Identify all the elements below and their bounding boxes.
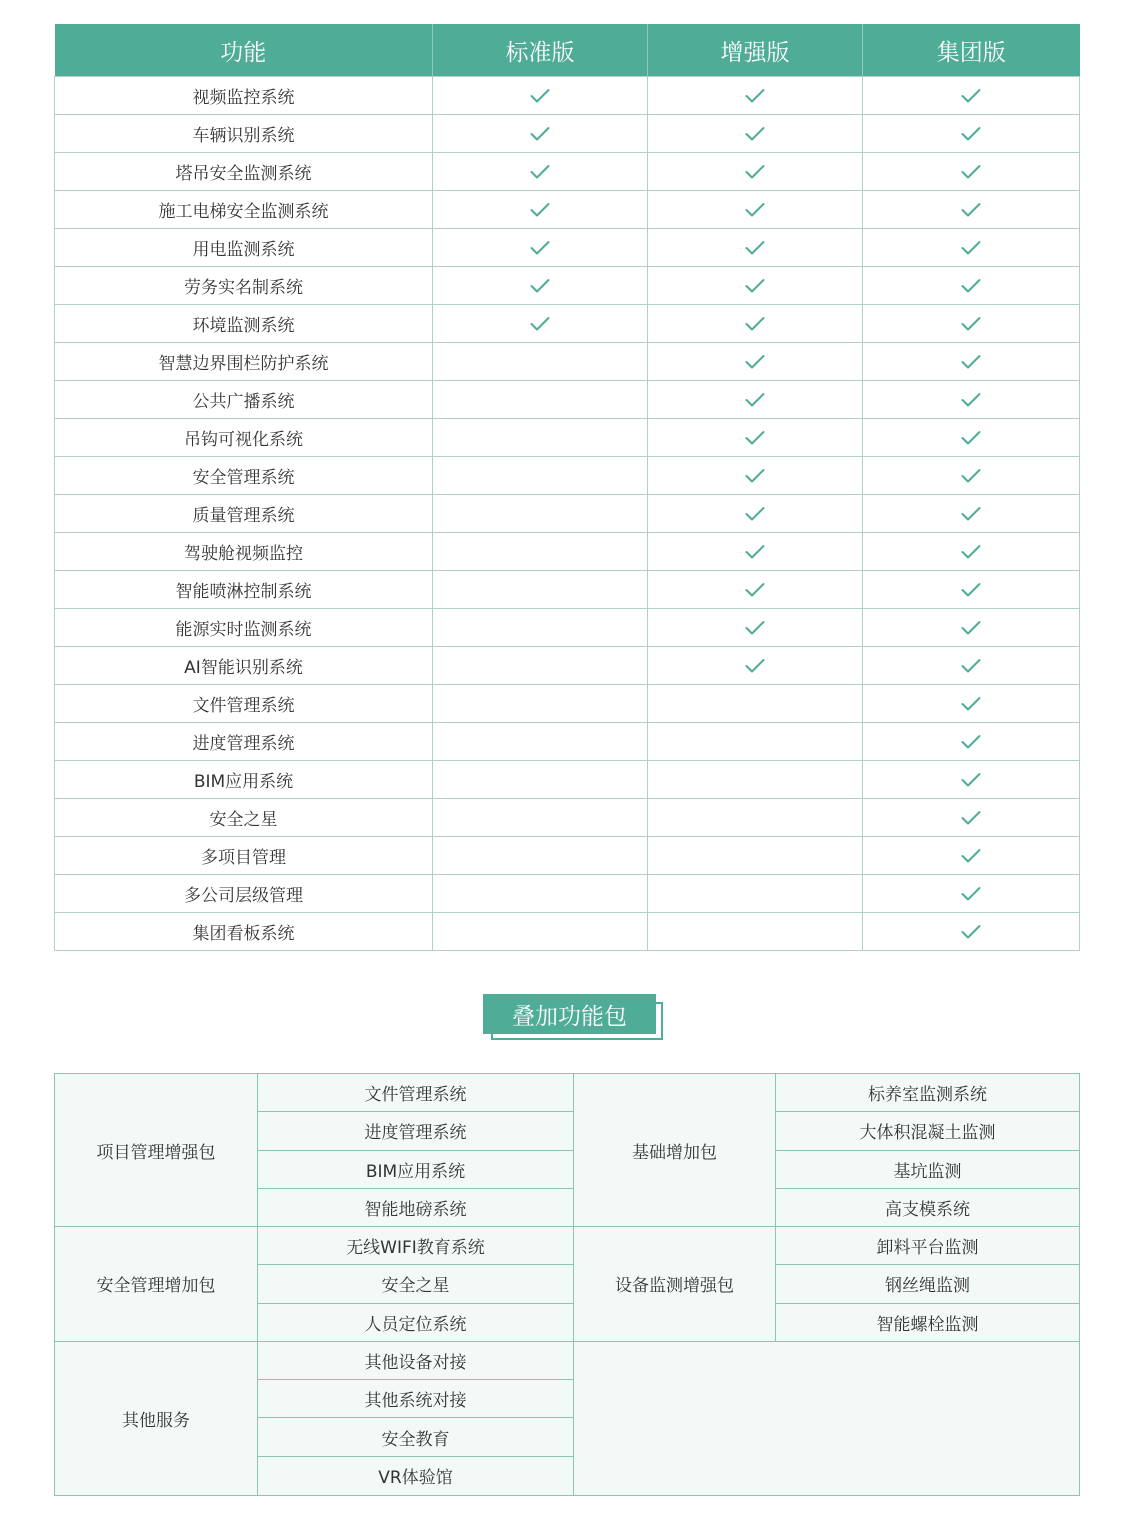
feature-name-cell: 文件管理系统	[55, 685, 433, 723]
header-enhanced: 增强版	[648, 24, 863, 77]
feature-enhanced-cell	[648, 533, 863, 571]
feature-group-cell	[863, 609, 1080, 647]
feature-name-cell: 质量管理系统	[55, 495, 433, 533]
feature-group-cell	[863, 457, 1080, 495]
feature-standard-cell	[433, 647, 648, 685]
feature-standard-cell	[433, 419, 648, 457]
check-icon	[745, 468, 765, 484]
check-icon	[745, 240, 765, 256]
check-icon	[961, 468, 981, 484]
header-feature: 功能	[55, 24, 433, 77]
package-item: 高支模系统	[776, 1189, 1079, 1227]
feature-standard-cell	[433, 913, 648, 951]
feature-group-cell	[863, 381, 1080, 419]
package-item: 进度管理系统	[258, 1112, 574, 1150]
check-icon	[745, 582, 765, 598]
feature-name-cell: 多项目管理	[55, 837, 433, 875]
feature-enhanced-cell	[648, 77, 863, 115]
check-icon	[961, 88, 981, 104]
check-icon	[961, 240, 981, 256]
package-name: 基础增加包	[574, 1074, 776, 1227]
table-row	[55, 267, 1080, 305]
check-icon	[745, 392, 765, 408]
feature-name-cell: 视频监控系统	[55, 77, 433, 115]
feature-enhanced-cell	[648, 761, 863, 799]
package-item: 安全之星	[258, 1265, 574, 1303]
feature-enhanced-cell	[648, 723, 863, 761]
feature-enhanced-cell	[648, 875, 863, 913]
feature-standard-cell	[433, 723, 648, 761]
table-row	[55, 609, 1080, 647]
check-icon	[961, 430, 981, 446]
feature-group-cell	[863, 571, 1080, 609]
feature-table-body	[55, 77, 1080, 951]
check-icon	[530, 164, 550, 180]
feature-group-cell	[863, 799, 1080, 837]
feature-name-cell: 劳务实名制系统	[55, 267, 433, 305]
table-row	[55, 115, 1080, 153]
feature-standard-cell	[433, 571, 648, 609]
feature-standard-cell	[433, 685, 648, 723]
feature-enhanced-cell	[648, 647, 863, 685]
package-item: 智能地磅系统	[258, 1189, 574, 1227]
package-item: 基坑监测	[776, 1151, 1079, 1189]
check-icon	[961, 810, 981, 826]
feature-group-cell	[863, 115, 1080, 153]
package-item: BIM应用系统	[258, 1151, 574, 1189]
feature-group-cell	[863, 495, 1080, 533]
check-icon	[745, 278, 765, 294]
package-item: 大体积混凝土监测	[776, 1112, 1079, 1150]
feature-enhanced-cell	[648, 343, 863, 381]
check-icon	[745, 88, 765, 104]
feature-enhanced-cell	[648, 419, 863, 457]
check-icon	[530, 202, 550, 218]
feature-standard-cell	[433, 343, 648, 381]
table-row	[55, 153, 1080, 191]
check-icon	[961, 848, 981, 864]
feature-enhanced-cell	[648, 837, 863, 875]
table-row	[55, 913, 1080, 951]
table-row	[55, 495, 1080, 533]
feature-group-cell	[863, 761, 1080, 799]
feature-name-cell: 多公司层级管理	[55, 875, 433, 913]
table-row	[55, 799, 1080, 837]
feature-enhanced-cell	[648, 799, 863, 837]
feature-group-cell	[863, 875, 1080, 913]
feature-name-cell: 安全之星	[55, 799, 433, 837]
package-item: 钢丝绳监测	[776, 1265, 1079, 1303]
check-icon	[745, 126, 765, 142]
feature-group-cell	[863, 305, 1080, 343]
feature-standard-cell	[433, 229, 648, 267]
check-icon	[745, 506, 765, 522]
check-icon	[961, 354, 981, 370]
feature-standard-cell	[433, 77, 648, 115]
feature-name-cell: 集团看板系统	[55, 913, 433, 951]
table-row	[55, 343, 1080, 381]
feature-name-cell: 安全管理系统	[55, 457, 433, 495]
package-item: 文件管理系统	[258, 1074, 574, 1112]
feature-name-cell: 环境监测系统	[55, 305, 433, 343]
package-item: 其他系统对接	[258, 1380, 574, 1418]
feature-group-cell	[863, 153, 1080, 191]
feature-enhanced-cell	[648, 153, 863, 191]
feature-group-cell	[863, 913, 1080, 951]
table-row	[55, 533, 1080, 571]
check-icon	[745, 620, 765, 636]
check-icon	[530, 240, 550, 256]
package-item: 智能螺栓监测	[776, 1304, 1079, 1342]
package-item: 安全教育	[258, 1418, 574, 1456]
feature-name-cell: 进度管理系统	[55, 723, 433, 761]
check-icon	[530, 88, 550, 104]
feature-standard-cell	[433, 381, 648, 419]
check-icon	[961, 734, 981, 750]
check-icon	[745, 430, 765, 446]
check-icon	[961, 202, 981, 218]
feature-name-cell: 施工电梯安全监测系统	[55, 191, 433, 229]
feature-name-cell: BIM应用系统	[55, 761, 433, 799]
table-row	[55, 229, 1080, 267]
feature-standard-cell	[433, 191, 648, 229]
feature-standard-cell	[433, 875, 648, 913]
feature-group-cell	[863, 77, 1080, 115]
table-row	[55, 875, 1080, 913]
check-icon	[745, 164, 765, 180]
table-row	[55, 761, 1080, 799]
package-name: 设备监测增强包	[574, 1227, 776, 1342]
package-name: 其他服务	[55, 1342, 258, 1495]
package-item: 无线WIFI教育系统	[258, 1227, 574, 1265]
feature-enhanced-cell	[648, 571, 863, 609]
check-icon	[961, 886, 981, 902]
feature-standard-cell	[433, 609, 648, 647]
feature-enhanced-cell	[648, 913, 863, 951]
feature-enhanced-cell	[648, 267, 863, 305]
check-icon	[530, 126, 550, 142]
feature-standard-cell	[433, 115, 648, 153]
feature-standard-cell	[433, 799, 648, 837]
package-item: 人员定位系统	[258, 1304, 574, 1342]
table-header-row	[55, 24, 1080, 77]
header-group: 集团版	[863, 24, 1080, 77]
table-row	[55, 837, 1080, 875]
check-icon	[961, 164, 981, 180]
feature-group-cell	[863, 267, 1080, 305]
feature-name-cell: 车辆识别系统	[55, 115, 433, 153]
feature-standard-cell	[433, 837, 648, 875]
feature-standard-cell	[433, 761, 648, 799]
table-row	[55, 723, 1080, 761]
feature-name-cell: AI智能识别系统	[55, 647, 433, 685]
feature-name-cell: 塔吊安全监测系统	[55, 153, 433, 191]
check-icon	[745, 544, 765, 560]
check-icon	[745, 316, 765, 332]
check-icon	[961, 544, 981, 560]
feature-comparison-table	[54, 24, 1080, 951]
feature-enhanced-cell	[648, 685, 863, 723]
package-item: 其他设备对接	[258, 1342, 574, 1380]
header-standard: 标准版	[433, 24, 648, 77]
addon-title-badge	[483, 994, 665, 1042]
check-icon	[530, 316, 550, 332]
check-icon	[745, 354, 765, 370]
feature-enhanced-cell	[648, 495, 863, 533]
package-item: 标养室监测系统	[776, 1074, 1079, 1112]
feature-group-cell	[863, 343, 1080, 381]
feature-name-cell: 能源实时监测系统	[55, 609, 433, 647]
feature-enhanced-cell	[648, 381, 863, 419]
package-item: 卸料平台监测	[776, 1227, 1079, 1265]
feature-group-cell	[863, 837, 1080, 875]
table-row	[55, 647, 1080, 685]
table-row	[55, 419, 1080, 457]
empty-area	[574, 1342, 1079, 1495]
feature-standard-cell	[433, 305, 648, 343]
feature-enhanced-cell	[648, 305, 863, 343]
feature-enhanced-cell	[648, 229, 863, 267]
table-row	[55, 77, 1080, 115]
check-icon	[961, 924, 981, 940]
check-icon	[961, 772, 981, 788]
table-row	[55, 457, 1080, 495]
check-icon	[961, 278, 981, 294]
check-icon	[745, 658, 765, 674]
check-icon	[961, 126, 981, 142]
feature-group-cell	[863, 647, 1080, 685]
feature-standard-cell	[433, 495, 648, 533]
table-row	[55, 571, 1080, 609]
feature-standard-cell	[433, 533, 648, 571]
check-icon	[961, 696, 981, 712]
feature-enhanced-cell	[648, 609, 863, 647]
check-icon	[961, 658, 981, 674]
feature-enhanced-cell	[648, 115, 863, 153]
feature-name-cell: 用电监测系统	[55, 229, 433, 267]
check-icon	[961, 582, 981, 598]
check-icon	[530, 278, 550, 294]
feature-name-cell: 智能喷淋控制系统	[55, 571, 433, 609]
feature-group-cell	[863, 685, 1080, 723]
feature-standard-cell	[433, 267, 648, 305]
feature-group-cell	[863, 419, 1080, 457]
feature-standard-cell	[433, 153, 648, 191]
package-name: 项目管理增强包	[55, 1074, 258, 1227]
check-icon	[961, 506, 981, 522]
package-item: VR体验馆	[258, 1457, 574, 1495]
feature-enhanced-cell	[648, 191, 863, 229]
feature-group-cell	[863, 229, 1080, 267]
table-row	[55, 191, 1080, 229]
feature-group-cell	[863, 723, 1080, 761]
check-icon	[745, 202, 765, 218]
feature-enhanced-cell	[648, 457, 863, 495]
table-row	[55, 381, 1080, 419]
feature-name-cell: 智慧边界围栏防护系统	[55, 343, 433, 381]
feature-group-cell	[863, 191, 1080, 229]
table-row	[55, 305, 1080, 343]
check-icon	[961, 316, 981, 332]
addon-package-grid	[54, 1073, 1080, 1496]
package-name: 安全管理增加包	[55, 1227, 258, 1342]
addon-title: 叠加功能包	[483, 994, 656, 1034]
feature-name-cell: 公共广播系统	[55, 381, 433, 419]
table-row	[55, 685, 1080, 723]
check-icon	[961, 620, 981, 636]
feature-group-cell	[863, 533, 1080, 571]
feature-standard-cell	[433, 457, 648, 495]
feature-name-cell: 驾驶舱视频监控	[55, 533, 433, 571]
check-icon	[961, 392, 981, 408]
feature-name-cell: 吊钩可视化系统	[55, 419, 433, 457]
